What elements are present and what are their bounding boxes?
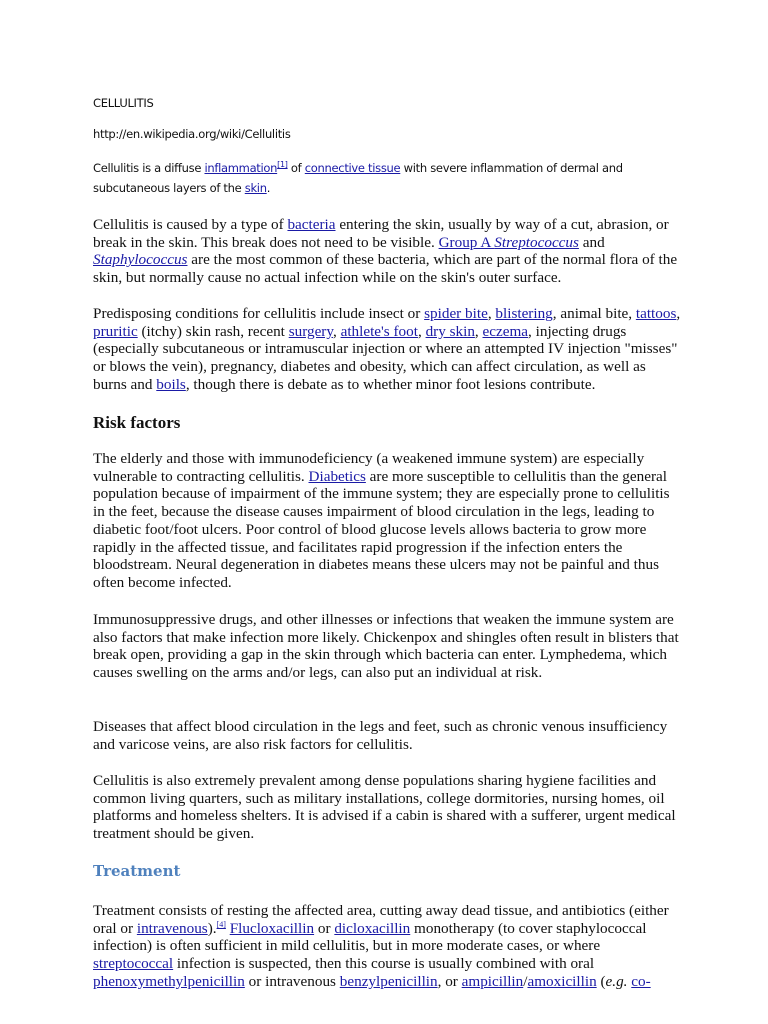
immunodeficiency-paragraph: [93, 450, 683, 592]
link-intravenous[interactable]: intravenous: [136, 919, 208, 937]
text: The elderly and those with immunodeficiency (a weakened immune system) are especially vulnerable to contracting cellulitis.: [93, 450, 645, 485]
text: , though there is debate as to whether minor foot lesions contribute.: [185, 375, 596, 393]
link-blistering[interactable]: blistering: [495, 305, 553, 322]
treatment-paragraph: [93, 902, 683, 991]
text: Predisposing conditions for cellulitis include insect or: [93, 305, 425, 322]
link-skin[interactable]: skin: [244, 181, 267, 195]
text: ,: [474, 322, 483, 340]
link-dicloxacillin[interactable]: dicloxacillin: [334, 919, 411, 937]
link-diabetics[interactable]: Diabetics: [308, 467, 366, 485]
text: entering the skin, usually by way of a cut, abrasion, or break in the skin. This break does not need to be visible.: [93, 216, 669, 251]
text: infection is suspected, then this course is usually combined with oral: [173, 955, 595, 973]
text: (: [596, 972, 606, 990]
text: are the most common of these bacteria, which are part of the normal flora of the skin, but normally cause no actual infection while on the skin's outer surface.: [93, 251, 678, 287]
text: Cellulitis is a diffuse: [93, 161, 205, 175]
link-streptococcal[interactable]: streptococcal: [93, 955, 174, 973]
text: Cellulitis is caused by a type of: [93, 216, 288, 233]
link-bacteria[interactable]: bacteria: [287, 216, 336, 233]
text: ,: [417, 322, 426, 340]
link-streptococcus[interactable]: [494, 234, 579, 251]
text: ,: [487, 305, 496, 322]
document-title: CELLULITIS: [93, 96, 154, 110]
treatment-heading: Treatment: [93, 862, 181, 880]
italic-text: Streptococcus: [494, 233, 579, 251]
text: ,: [676, 305, 681, 322]
source-url: http://en.wikipedia.org/wiki/Cellulitis: [93, 127, 291, 141]
link-eczema[interactable]: eczema: [482, 322, 529, 340]
risk-factors-heading: Risk factors: [93, 413, 181, 432]
link-pruritic[interactable]: pruritic: [93, 322, 138, 340]
italic-text: Staphylococcus: [93, 251, 188, 269]
link-connective-tissue[interactable]: connective tissue: [304, 161, 401, 175]
text: , or: [437, 972, 462, 990]
link-amoxicillin[interactable]: amoxicillin: [527, 972, 597, 990]
link-athletes-foot[interactable]: athlete's foot: [340, 322, 418, 340]
link-inflammation[interactable]: inflammation: [204, 161, 278, 175]
predisposing-paragraph: [93, 305, 683, 394]
intro-paragraph: [93, 158, 668, 198]
text: , animal bite,: [552, 305, 636, 322]
text: ,: [332, 322, 341, 340]
link-phenoxymethylpenicillin[interactable]: phenoxymethylpenicillin: [93, 972, 245, 990]
link-flucloxacillin[interactable]: Flucloxacillin: [229, 919, 315, 937]
text: , injecting drugs (especially subcutaneous or intramuscular injection or where an attempted IV injection "misses" or blows the vein), pregnancy, diabetes and obesity, which can affect circulation, as well as burns and: [93, 322, 678, 393]
text: .: [266, 181, 271, 195]
text: (itchy) skin rash, recent: [137, 322, 289, 340]
link-group-a[interactable]: Group A: [438, 233, 495, 251]
text: of: [287, 161, 305, 175]
text: /: [523, 972, 528, 990]
immunosuppressive-paragraph: Immunosuppressive drugs, and other illnesses or infections that weaken the immune system are also factors that make infection more likely. Chickenpox and shingles often result in blisters that break open, providing a gap in the skin through which bacteria can enter. Lymphedema, which causes swelling on the arms and/or legs, can also put an individual at risk.: [93, 611, 679, 682]
text: or: [314, 919, 335, 937]
link-surgery[interactable]: surgery: [288, 322, 333, 340]
text: or intravenous: [244, 972, 340, 990]
link-ampicillin[interactable]: ampicillin: [461, 972, 524, 990]
link-dry-skin[interactable]: dry skin: [425, 322, 475, 340]
text: Treatment consists of resting the affected area, cutting away dead tissue, and antibiotics (either oral or: [93, 902, 669, 937]
prevalence-paragraph: Cellulitis is also extremely prevalent among dense populations sharing hygiene facilities and common living quarters, such as military installations, college dormitories, nursing homes, oil platforms and homeless shelters. It is advised if a cabin is shared with a sufferer, urgent medical treatment should be given.: [93, 772, 676, 843]
text: ).: [207, 919, 217, 937]
text: are more susceptible to cellulitis than the general population because of impairment of the immune system; they are especially prone to cellulitis in the feet, because the disease causes impairment of blood circulation in the legs, leading to diabetic foot/foot ulcers. Poor control of blood glucose levels allows bacteria to grow more rapidly in the affected tissue, and facilitates rapid progression if the infection enters the bloodstream. Neural degeneration in diabetes means these ulcers may not be painful and thus often become infected.: [93, 467, 670, 591]
text: with severe inflammation of dermal and subcutaneous layers of the: [93, 161, 623, 195]
italic-text: e.g.: [605, 972, 628, 990]
cause-paragraph: [93, 216, 683, 287]
text: and: [578, 233, 605, 251]
reference-4[interactable]: [4]: [216, 919, 226, 929]
circulation-paragraph: Diseases that affect blood circulation in the legs and feet, such as chronic venous insufficiency and varicose veins, are also risk factors for cellulitis.: [93, 718, 668, 753]
link-benzylpenicillin[interactable]: benzylpenicillin: [339, 972, 438, 990]
link-staphylococcus[interactable]: [93, 251, 187, 268]
link-co[interactable]: co-: [631, 972, 651, 990]
text: monotherapy (to cover staphylococcal infection) is often sufficient in mild cellulitis, but in more moderate cases, or where: [93, 919, 647, 955]
link-spider-bite[interactable]: spider bite: [424, 305, 488, 322]
reference-1[interactable]: [1]: [277, 160, 288, 170]
link-tattoos[interactable]: tattoos: [635, 305, 677, 322]
link-boils[interactable]: boils: [156, 375, 186, 393]
